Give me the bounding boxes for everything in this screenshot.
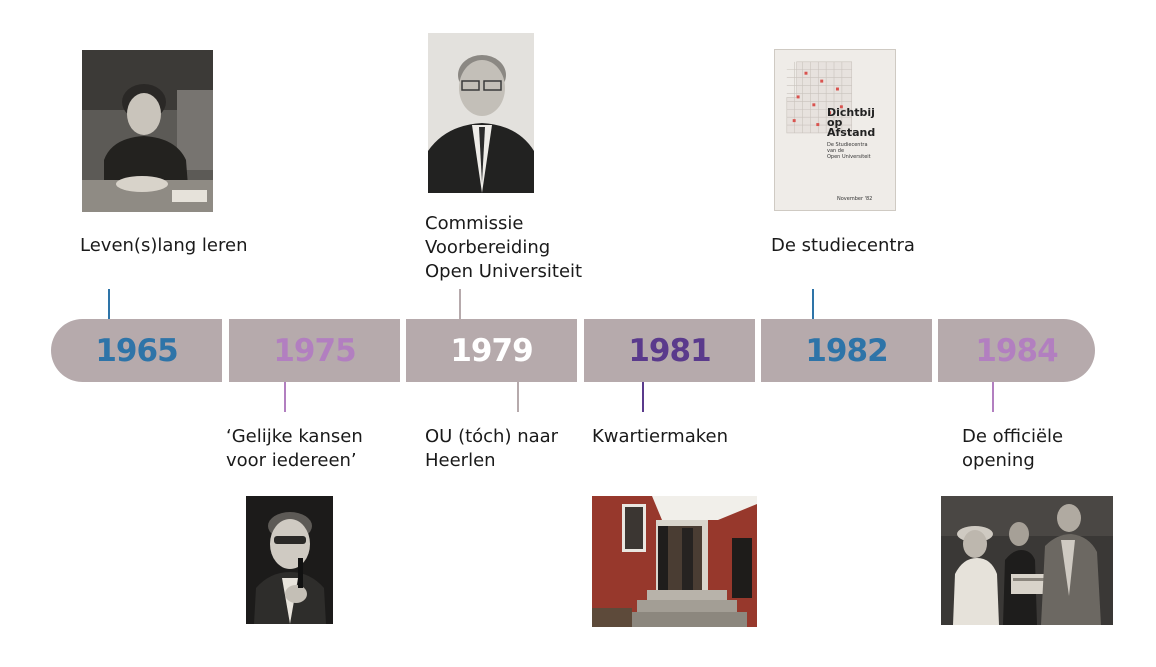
tick-1984 [992, 382, 994, 412]
event-label-1979-commissie: Commissie Voorbereiding Open Universiteit [425, 213, 583, 282]
year-label: 1965 [95, 332, 178, 369]
year-label: 1984 [975, 332, 1058, 369]
tick-1982 [812, 289, 814, 319]
opening-ceremony-photo [941, 496, 1113, 625]
year-label: 1982 [805, 332, 888, 369]
tick-1979-top [459, 289, 461, 319]
man-with-glasses-photo [428, 33, 534, 193]
year-label: 1979 [450, 332, 533, 369]
building-entrance-photo [592, 496, 757, 627]
tick-1975 [284, 382, 286, 412]
brochure-subtitle: De Studiecentra van de Open Universiteit [827, 142, 871, 160]
year-label: 1975 [273, 332, 356, 369]
woman-at-desk-photo [82, 50, 213, 212]
man-with-pipe-photo [246, 496, 333, 624]
year-segment-1979 [406, 319, 577, 382]
brochure-cover-photo [774, 49, 896, 211]
year-label: 1981 [628, 332, 711, 369]
event-label-1984: De officiële opening [962, 426, 1064, 471]
event-label-1965: Leven(s)lang leren [80, 235, 248, 256]
tick-1979-bottom [517, 382, 519, 412]
year-segment-1975 [229, 319, 400, 382]
tick-1981 [642, 382, 644, 412]
event-label-1975: ‘Gelijke kansen voor iedereen’ [226, 426, 363, 471]
event-label-1979-heerlen: OU (tóch) naar Heerlen [425, 426, 559, 471]
event-label-1981: Kwartiermaken [592, 426, 729, 447]
year-segment-1984 [938, 319, 1095, 382]
event-label-1982: De studiecentra [771, 235, 915, 256]
year-segment-1982 [761, 319, 932, 382]
brochure-date: November '82 [837, 196, 873, 202]
brochure-title: Dichtbij op Afstand [827, 106, 876, 139]
year-segment-1981 [584, 319, 755, 382]
year-segment-1965 [51, 319, 222, 382]
tick-1965 [108, 289, 110, 319]
